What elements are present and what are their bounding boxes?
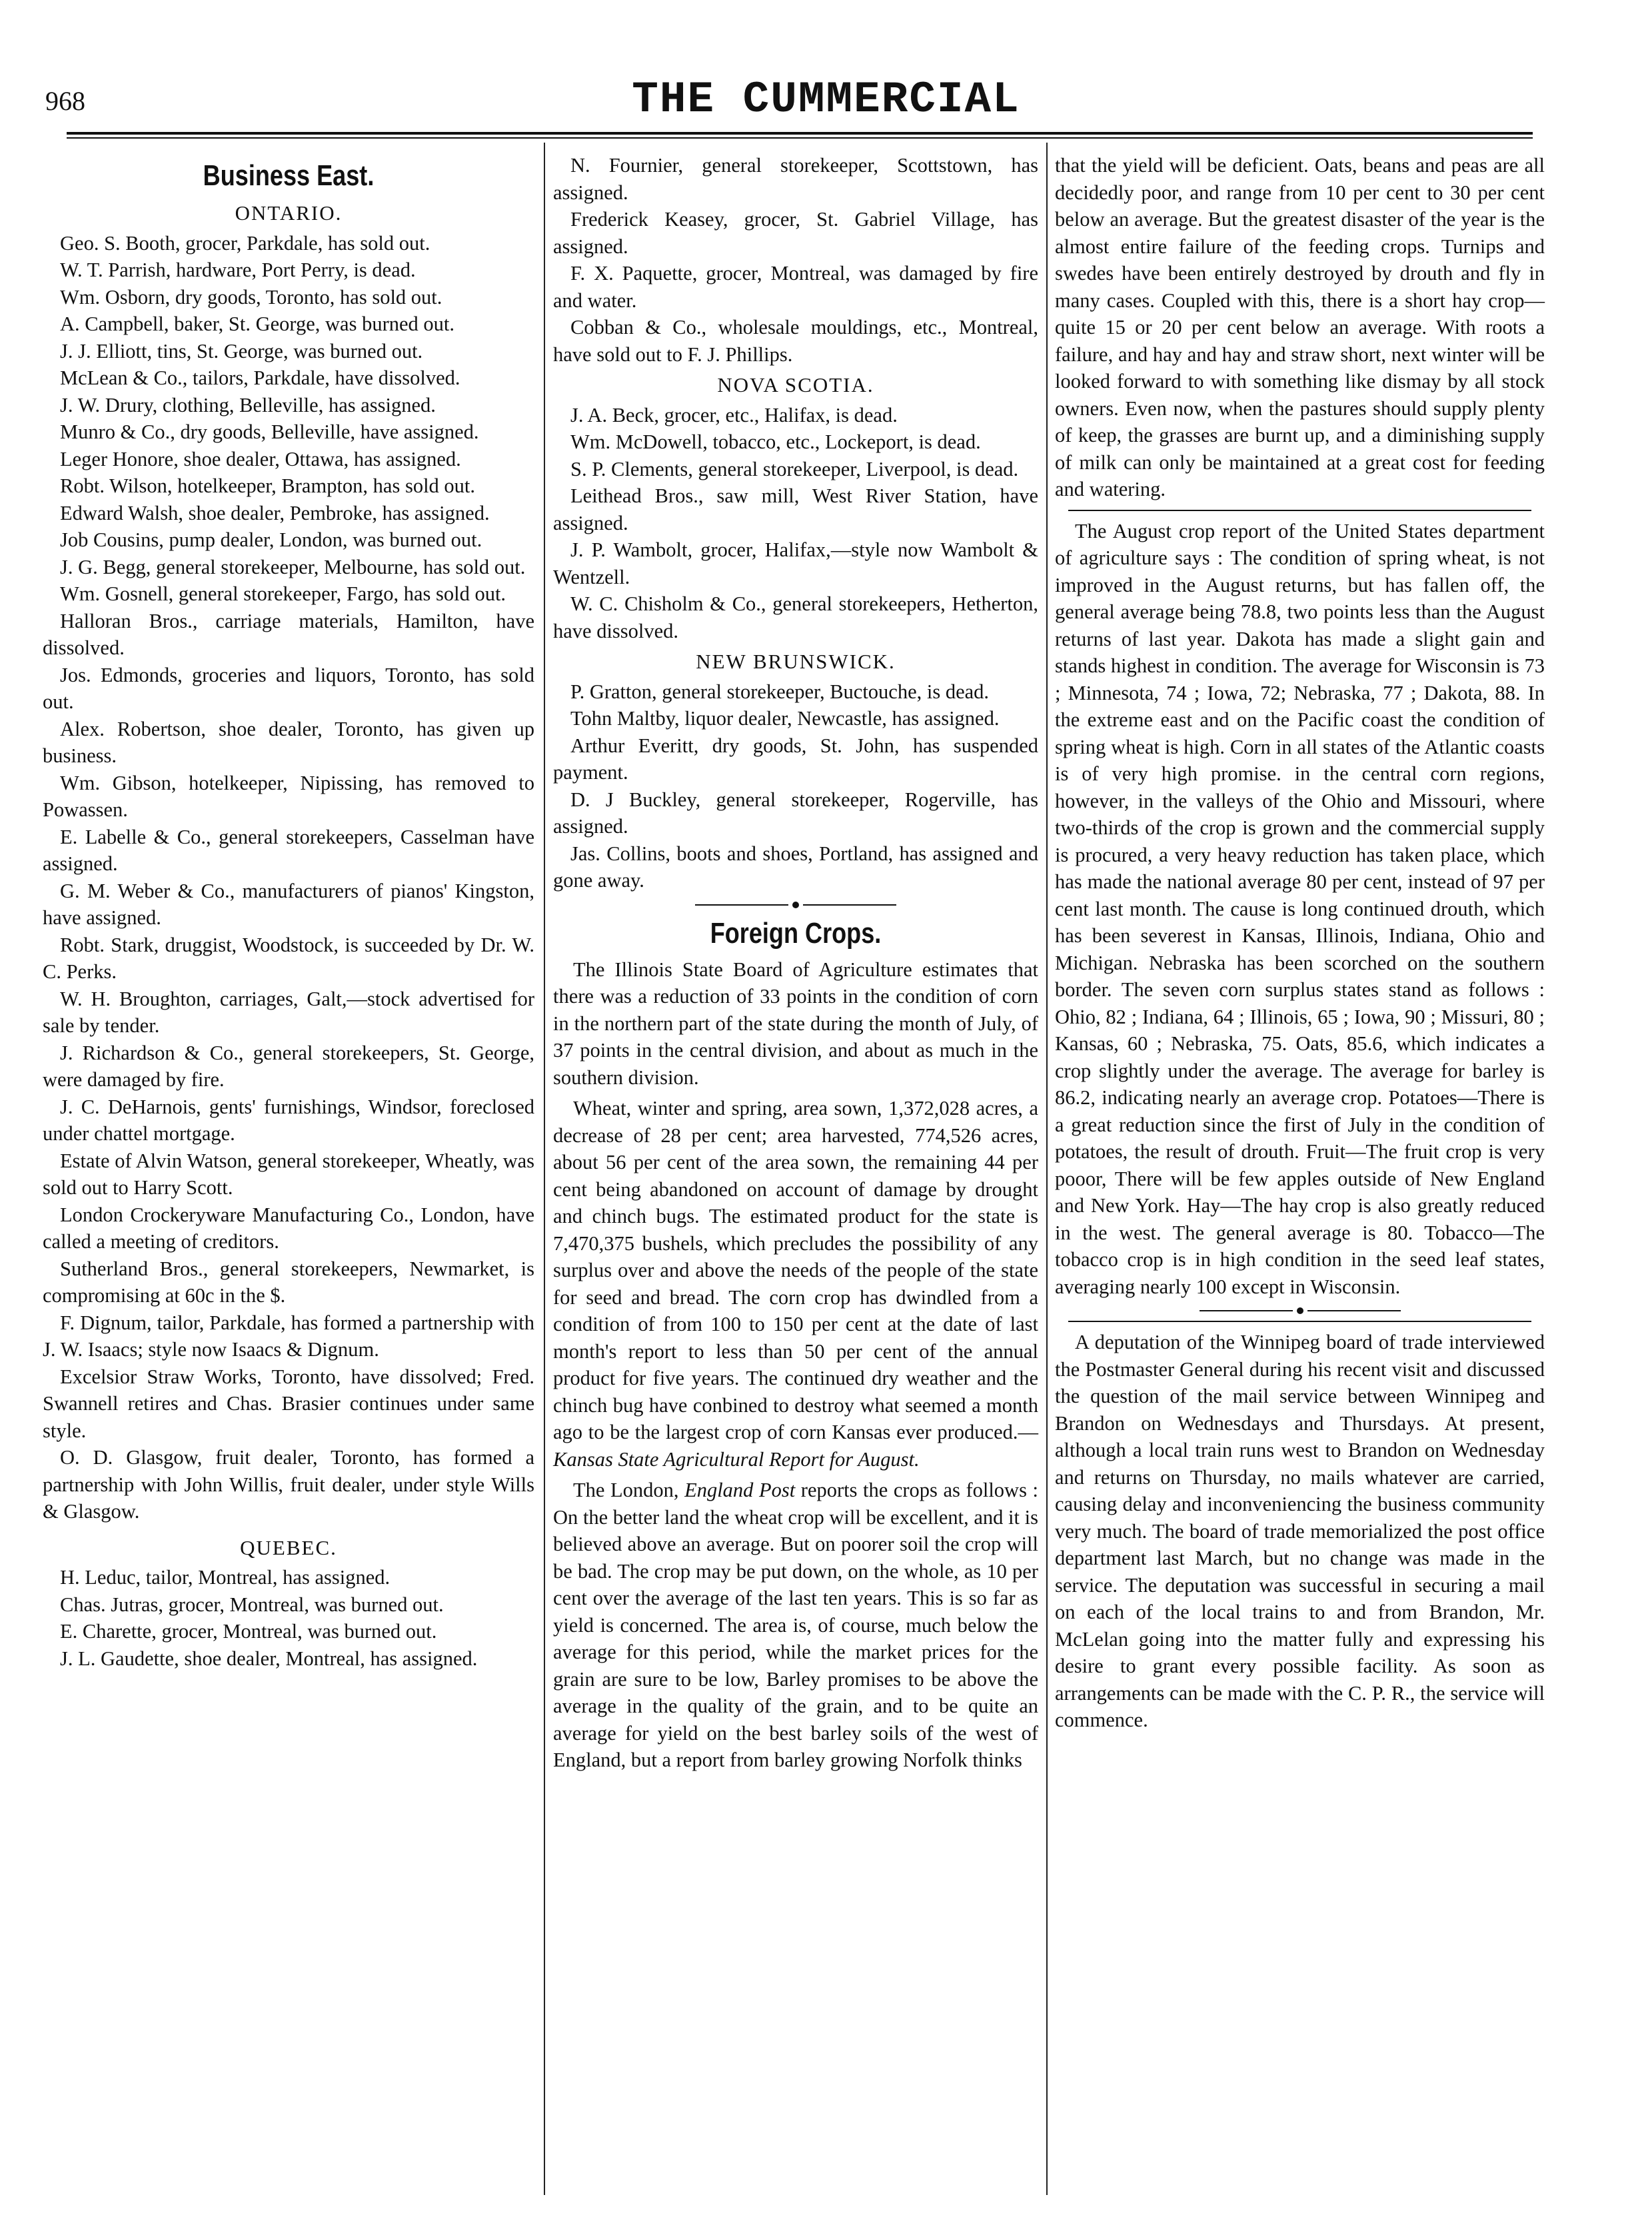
business-entry: Tohn Maltby, liquor dealer, Newcastle, has assigned. bbox=[570, 707, 1000, 730]
masthead-rule bbox=[67, 132, 1533, 135]
business-entry: J. A. Beck, grocer, etc., Halifax, is dead. bbox=[570, 403, 898, 426]
column-divider bbox=[544, 143, 545, 2195]
business-entry: Leger Honore, shoe dealer, Ottawa, has assigned. bbox=[60, 447, 461, 470]
business-entry: Halloran Bros., carriage materials, Hamilton, have dissolved. bbox=[43, 609, 534, 659]
section-title-business-east: Business East. bbox=[203, 159, 375, 192]
business-entry: Excelsior Straw Works, Toronto, have dissolved; Fred. Swannell retires and Chas. Brasier continues under same style. bbox=[43, 1365, 534, 1442]
business-entry: A. Campbell, baker, St. George, was burned out. bbox=[60, 313, 454, 335]
business-entry: Job Cousins, pump dealer, London, was burned out. bbox=[60, 528, 482, 551]
business-entry: P. Gratton, general storekeeper, Buctouche, is dead. bbox=[570, 680, 990, 703]
article-paragraph: that the yield will be deficient. Oats, beans and peas are all decidedly poor, and range from 10 per cent to 30 per cent below an average. But the greatest disaster of the year is the almost entire failure of the feeding crops. Turnips and swedes have been entirely destroyed by drouth and fly in many cases. Coupled with this, there is a short hay crop—quite 15 or 20 per cent below an average. With roots a failure, and hay and hay and straw short, next winter will be looked forward to with something like dismay by all stock owners. Even now, when the pastures should supply plenty of keep, the grasses are burnt up, and a diminishing supply of milk can only be maintained at a great cost for feeding and watering. bbox=[1055, 154, 1545, 500]
section-ornament bbox=[553, 900, 1038, 908]
business-entry: Leithead Bros., saw mill, West River Station, have assigned. bbox=[553, 484, 1038, 534]
business-entry: J. G. Begg, general storekeeper, Melbourne, has sold out. bbox=[60, 555, 526, 578]
page-number: 968 bbox=[45, 86, 85, 116]
paragraph-text: The London, bbox=[573, 1479, 685, 1501]
business-entry: Robt. Stark, druggist, Woodstock, is succeeded by Dr. W. C. Perks. bbox=[43, 933, 534, 983]
business-entry: Wm. Gosnell, general storekeeper, Fargo, has sold out. bbox=[60, 582, 506, 605]
business-entry: E. Charette, grocer, Montreal, was burned out. bbox=[60, 1620, 437, 1643]
business-entry: Chas. Jutras, grocer, Montreal, was burned out. bbox=[60, 1593, 444, 1616]
business-entry: Estate of Alvin Watson, general storekeeper, Wheatly, was sold out to Harry Scott. bbox=[43, 1149, 534, 1199]
nova-scotia-list bbox=[553, 402, 1038, 645]
business-entry: E. Labelle & Co., general storekeepers, Casselman have assigned. bbox=[43, 825, 534, 875]
business-entry: S. P. Clements, general storekeeper, Liverpool, is dead. bbox=[570, 457, 1019, 480]
business-entry: McLean & Co., tailors, Parkdale, have dissolved. bbox=[60, 367, 460, 389]
business-entry: Geo. S. Booth, grocer, Parkdale, has sold out. bbox=[60, 231, 430, 255]
business-entry: Cobban & Co., wholesale mouldings, etc., Montreal, have sold out to F. J. Phillips. bbox=[553, 316, 1038, 366]
newspaper-name: England Post bbox=[684, 1479, 796, 1501]
subsection-new-brunswick: NEW BRUNSWICK. bbox=[696, 650, 896, 673]
subsection-quebec: QUEBEC. bbox=[240, 1535, 337, 1559]
masthead-rule-thin bbox=[67, 137, 1533, 139]
article-paragraph bbox=[553, 1095, 1038, 1473]
paragraph-text: reports the crops as follows : On the better land the wheat crop will be excellent, and it is believed above an average. But on poorer soil the crop will be bad. The crop may be put down, on the whole, as 10 per cent over the average of the last ten years. This is so far as yield is concerned. The area is, of course, much below the average for this period, while the market prices for the grain are sure to be low, Barley promises to be above the average in the quality of the grain, and to be quite an average for yield on the best barley soils of the west of England, but a report from barley growing Norfolk thinks bbox=[553, 1479, 1038, 1771]
business-entry: H. Leduc, tailor, Montreal, has assigned. bbox=[60, 1566, 391, 1589]
business-entry: Jas. Collins, boots and shoes, Portland, has assigned and gone away. bbox=[553, 842, 1038, 892]
column-3 bbox=[1055, 152, 1545, 1738]
business-entry: Arthur Everitt, dry goods, St. John, has suspended payment. bbox=[553, 734, 1038, 784]
source-citation: Kansas State Agricultural Report for August. bbox=[553, 1447, 920, 1471]
subsection-ontario: ONTARIO. bbox=[235, 201, 343, 225]
business-entry: F. Dignum, tailor, Parkdale, has formed a partnership with J. W. Isaacs; style now Isaacs & Dignum. bbox=[43, 1311, 534, 1361]
business-entry: W. H. Broughton, carriages, Galt,—stock advertised for sale by tender. bbox=[43, 987, 534, 1037]
ontario-list bbox=[43, 230, 534, 1525]
business-entry: Edward Walsh, shoe dealer, Pembroke, has assigned. bbox=[60, 501, 490, 524]
business-entry: London Crockeryware Manufacturing Co., London, have called a meeting of creditors. bbox=[43, 1203, 534, 1253]
business-entry: Robt. Wilson, hotelkeeper, Brampton, has sold out. bbox=[60, 474, 476, 497]
section-ornament bbox=[1055, 1305, 1545, 1314]
business-entry: Alex. Robertson, shoe dealer, Toronto, has given up business. bbox=[43, 717, 534, 767]
business-entry: Frederick Keasey, grocer, St. Gabriel Village, has assigned. bbox=[553, 208, 1038, 258]
business-entry: Wm. McDowell, tobacco, etc., Lockeport, is dead. bbox=[570, 430, 981, 453]
paragraph-text: Wheat, winter and spring, area sown, 1,372,028 acres, a decrease of 28 per cent; area harvested, 774,526 acres, about 56 per cent of the area sown, the remaining 44 per cent being abandoned on account of damage by drought and chinch bugs. The estimated product for the state is 7,470,375 bushels, which precludes the possibility of any surplus over and above the needs of the people of the state for seed and bread. The corn crop has dwindled from a condition of from 100 to 150 per cent at the date of last month's report to less than 50 per cent of the annual product for five years. The continued dry weather and the chinch bug have conbined to destroy what seemed a month ago to be the largest crop of corn Kansas ever produced.— bbox=[553, 1097, 1038, 1443]
article-paragraph bbox=[553, 1477, 1038, 1774]
business-entry: O. D. Glasgow, fruit dealer, Toronto, has formed a partnership with John Willis, fruit dealer, under style Wills & Glasgow. bbox=[43, 1446, 534, 1523]
new-brunswick-list bbox=[553, 678, 1038, 894]
subsection-nova-scotia: NOVA SCOTIA. bbox=[717, 373, 874, 396]
paragraph-divider bbox=[1068, 1321, 1531, 1322]
column-2 bbox=[553, 152, 1038, 1778]
masthead: THE CUMMERCIAL bbox=[632, 75, 1020, 125]
column-divider bbox=[1046, 143, 1048, 2195]
article-paragraph: The Illinois State Board of Agriculture estimates that there was a reduction of 33 points in the condition of corn in the northern part of the state during the month of July, of 37 points in the central division, and about as much in the southern division. bbox=[553, 958, 1038, 1089]
column-1 bbox=[43, 152, 534, 1672]
quebec-list-continued bbox=[553, 152, 1038, 368]
business-entry: J. C. DeHarnois, gents' furnishings, Windsor, foreclosed under chattel mortgage. bbox=[43, 1095, 534, 1145]
article-paragraph: The August crop report of the United States department of agriculture says : The condition of spring wheat, is not improved in the August returns, but has fallen off, the general average being 78.8, two points less than the August returns of last year. Dakota has made a slight gain and stands highest in condition. The average for Wisconsin is 73 ; Minnesota, 74 ; Iowa, 72; Nebraska, 77 ; Dakota, 88. In the extreme east and on the Pacific coast the condition of spring wheat is high. Corn in all states of the Atlantic coasts is of very high promise. in the central corn regions, however, in the valleys of the Ohio and Missouri, where two-thirds of the crop is grown and the commercial supply is procured, a very heavy reduction has taken place, which has made the national average 80 per cent, instead of 97 per cent last month. The cause is long continued drouth, which has been severest in Kansas, Illinois, Indiana, Ohio and Michigan. Nebraska has been scorched on the southern border. The seven corn surplus states stand as follows : Ohio, 82 ; Indiana, 64 ; Illinois, 65 ; Iowa, 90 ; Missuri, 80 ; Kansas, 60 ; Nebraska, 75. Oats, 85.6, which indicates a crop slightly under the average. The average for barley is 86.2, indicating nearly an average crop. Potatoes—There is a great reduction since the first of July in the condition of potatoes, the result of drouth. Fruit—The fruit crop is very pooor, There will be few apples outside of New England and New York. Hay—The hay crop is also greatly reduced in the west. The general average is 80. Tobacco—The tobacco crop is in high condition in the seed leaf states, averaging nearly 100 except in Wisconsin. bbox=[1055, 519, 1545, 1298]
section-title-foreign-crops: Foreign Crops. bbox=[710, 916, 882, 950]
business-entry: J. W. Drury, clothing, Belleville, has assigned. bbox=[60, 393, 436, 416]
quebec-list bbox=[43, 1564, 534, 1672]
business-entry: J. P. Wambolt, grocer, Halifax,—style now Wambolt & Wentzell. bbox=[553, 538, 1038, 588]
business-entry: Sutherland Bros., general storekeepers, Newmarket, is compromising at 60c in the $. bbox=[43, 1257, 534, 1307]
business-entry: W. C. Chisholm & Co., general storekeepers, Hetherton, have dissolved. bbox=[553, 592, 1038, 642]
business-entry: Jos. Edmonds, groceries and liquors, Toronto, has sold out. bbox=[43, 663, 534, 713]
business-entry: J. L. Gaudette, shoe dealer, Montreal, has assigned. bbox=[60, 1647, 478, 1670]
business-entry: G. M. Weber & Co., manufacturers of pianos' Kingston, have assigned. bbox=[43, 879, 534, 929]
business-entry: D. J Buckley, general storekeeper, Rogerville, has assigned. bbox=[553, 788, 1038, 838]
article-paragraph: A deputation of the Winnipeg board of trade interviewed the Postmaster General during his recent visit and discussed the question of the mail service between Winnipeg and Brandon on Wednesdays and Thursdays. At present, although a local train runs west to Brandon on Wednesday and returns on Thursday, no mails whatever are carried, causing delay and inconveniencing the business community very much. The board of trade memorialized the post office department last March, but no change was made in the service. The deputation was successful in securing a mail on each of the local trains to and from Brandon, Mr. McLelan going into the matter fully and expressing his desire to grant every possible facility. As soon as arrangements can be made with the C. P. R., the service will commence. bbox=[1055, 1331, 1545, 1731]
business-entry: Wm. Gibson, hotelkeeper, Nipissing, has removed to Powassen. bbox=[43, 771, 534, 821]
paragraph-divider bbox=[1068, 510, 1531, 511]
business-entry: J. Richardson & Co., general storekeepers, St. George, were damaged by fire. bbox=[43, 1041, 534, 1091]
business-entry: Wm. Osborn, dry goods, Toronto, has sold out. bbox=[60, 285, 442, 309]
business-entry: N. Fournier, general storekeeper, Scottstown, has assigned. bbox=[553, 154, 1038, 204]
business-entry: F. X. Paquette, grocer, Montreal, was damaged by fire and water. bbox=[553, 262, 1038, 312]
business-entry: Munro & Co., dry goods, Belleville, have assigned. bbox=[60, 420, 479, 443]
business-entry: W. T. Parrish, hardware, Port Perry, is dead. bbox=[60, 259, 416, 281]
business-entry: J. J. Elliott, tins, St. George, was burned out. bbox=[60, 339, 423, 363]
